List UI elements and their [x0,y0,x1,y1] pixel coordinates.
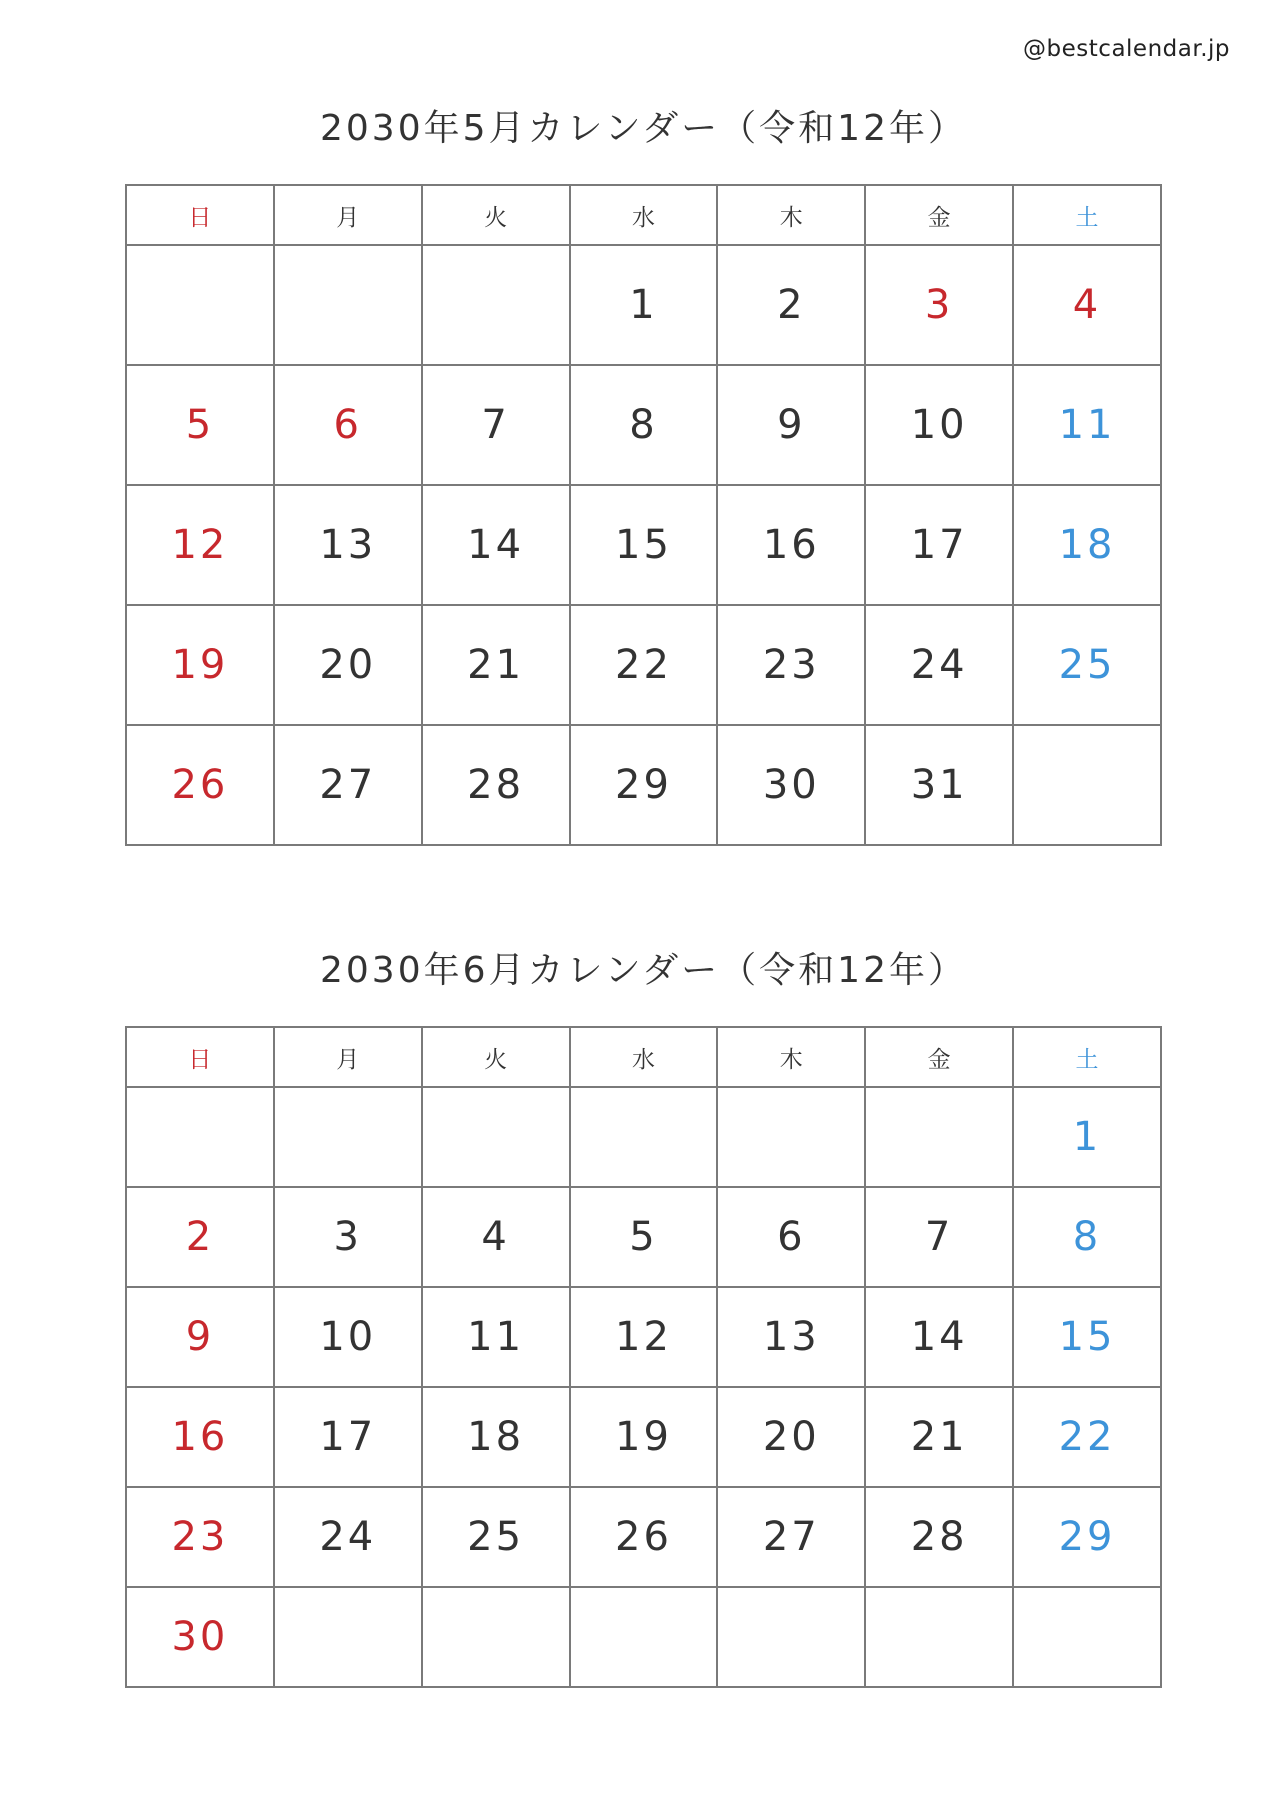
week-row [126,1487,1161,1587]
day-cell: 13 [717,1287,865,1387]
weekday-thursday: 木 [717,1027,865,1087]
day-cell [126,245,274,365]
day-cell: 2 [717,245,865,365]
day-cell: 4 [1013,245,1161,365]
weekday-header-row [126,185,1161,245]
week-row [126,365,1161,485]
weekday-monday: 月 [274,1027,422,1087]
day-cell: 28 [865,1487,1013,1587]
day-cell: 17 [865,485,1013,605]
day-cell [422,245,570,365]
day-cell: 15 [570,485,718,605]
day-cell: 8 [570,365,718,485]
day-cell: 24 [274,1487,422,1587]
day-cell [274,1587,422,1687]
day-cell: 6 [717,1187,865,1287]
week-row [126,1187,1161,1287]
weekday-wednesday: 水 [570,1027,718,1087]
day-cell: 19 [570,1387,718,1487]
day-cell: 8 [1013,1187,1161,1287]
day-cell: 20 [274,605,422,725]
week-row [126,605,1161,725]
day-cell: 29 [570,725,718,845]
day-cell: 23 [717,605,865,725]
day-cell: 13 [274,485,422,605]
day-cell: 14 [865,1287,1013,1387]
week-row [126,725,1161,845]
day-cell: 9 [717,365,865,485]
day-cell: 31 [865,725,1013,845]
weekday-saturday: 土 [1013,1027,1161,1087]
weekday-tuesday: 火 [422,1027,570,1087]
day-cell: 2 [126,1187,274,1287]
day-cell: 26 [570,1487,718,1587]
calendar-may [125,102,1162,846]
day-cell [865,1587,1013,1687]
day-cell: 5 [570,1187,718,1287]
day-cell: 30 [717,725,865,845]
week-row [126,1387,1161,1487]
calendar-grid [125,1026,1162,1688]
weekday-friday: 金 [865,1027,1013,1087]
day-cell [422,1587,570,1687]
day-cell: 27 [274,725,422,845]
month-title: 2030年6月カレンダー（令和12年） [320,950,967,991]
weekday-sunday: 日 [126,185,274,245]
day-cell: 12 [570,1287,718,1387]
weekday-tuesday: 火 [422,185,570,245]
weekday-thursday: 木 [717,185,865,245]
day-cell: 1 [570,245,718,365]
day-cell [1013,1587,1161,1687]
day-cell: 18 [422,1387,570,1487]
day-cell: 30 [126,1587,274,1687]
day-cell: 20 [717,1387,865,1487]
site-credit: @bestcalendar.jp [1023,36,1230,62]
day-cell: 7 [865,1187,1013,1287]
day-cell: 16 [126,1387,274,1487]
calendar-june [125,944,1162,1688]
day-cell: 29 [1013,1487,1161,1587]
day-cell [274,245,422,365]
weekday-wednesday: 水 [570,185,718,245]
day-cell [422,1087,570,1187]
month-title: 2030年5月カレンダー（令和12年） [320,108,967,149]
weekday-saturday: 土 [1013,185,1161,245]
day-cell [717,1087,865,1187]
week-row [126,245,1161,365]
day-cell: 11 [422,1287,570,1387]
day-cell: 3 [274,1187,422,1287]
day-cell: 19 [126,605,274,725]
day-cell: 9 [126,1287,274,1387]
day-cell: 27 [717,1487,865,1587]
day-cell: 25 [422,1487,570,1587]
day-cell [717,1587,865,1687]
day-cell: 5 [126,365,274,485]
day-cell: 4 [422,1187,570,1287]
day-cell: 15 [1013,1287,1161,1387]
day-cell: 10 [274,1287,422,1387]
day-cell [570,1087,718,1187]
week-row [126,1087,1161,1187]
day-cell [1013,725,1161,845]
day-cell: 22 [1013,1387,1161,1487]
day-cell [865,1087,1013,1187]
day-cell: 22 [570,605,718,725]
day-cell: 7 [422,365,570,485]
week-row [126,485,1161,605]
day-cell: 25 [1013,605,1161,725]
weekday-friday: 金 [865,185,1013,245]
weekday-sunday: 日 [126,1027,274,1087]
day-cell: 17 [274,1387,422,1487]
day-cell: 21 [422,605,570,725]
week-row [126,1287,1161,1387]
day-cell: 14 [422,485,570,605]
day-cell: 28 [422,725,570,845]
day-cell: 11 [1013,365,1161,485]
day-cell: 26 [126,725,274,845]
day-cell: 23 [126,1487,274,1587]
day-cell: 16 [717,485,865,605]
weekday-monday: 月 [274,185,422,245]
day-cell [126,1087,274,1187]
day-cell [570,1587,718,1687]
day-cell: 12 [126,485,274,605]
day-cell: 1 [1013,1087,1161,1187]
day-cell [274,1087,422,1187]
day-cell: 18 [1013,485,1161,605]
calendar-grid [125,184,1162,846]
day-cell: 24 [865,605,1013,725]
day-cell: 6 [274,365,422,485]
day-cell: 3 [865,245,1013,365]
week-row [126,1587,1161,1687]
day-cell: 10 [865,365,1013,485]
day-cell: 21 [865,1387,1013,1487]
weekday-header-row [126,1027,1161,1087]
